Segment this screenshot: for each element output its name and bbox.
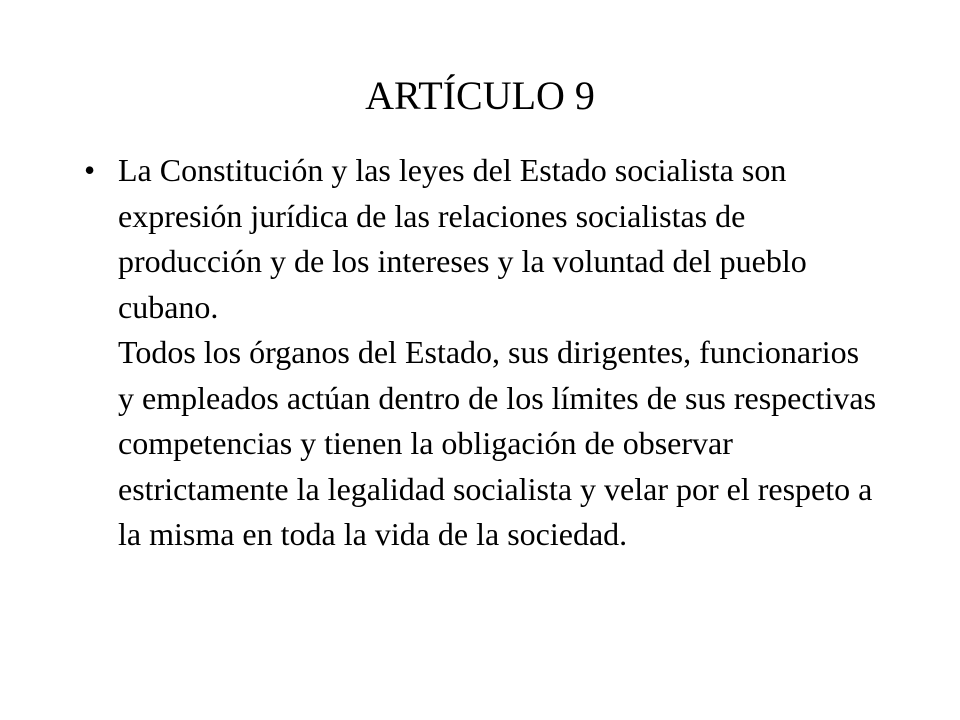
bullet-item: [72, 148, 882, 558]
slide-title: ARTÍCULO 9: [365, 73, 595, 118]
bullet-icon: •: [84, 152, 96, 188]
bullet-text: [118, 148, 882, 558]
paragraph-2: Todos los órganos del Estado, sus dirigentes, funcionarios y empleados actúan dentro de los límites de sus respectivas competencias y tienen la obligación de observar estrictamente la legalidad socialista y velar por el respeto a la misma en toda la vida de la sociedad.: [118, 334, 877, 552]
paragraph-1: La Constitución y las leyes del Estado socialista son expresión jurídica de las relaciones socialistas de producción y de los intereses y la voluntad del pueblo cubano.: [118, 152, 807, 325]
slide-body: [72, 148, 882, 558]
